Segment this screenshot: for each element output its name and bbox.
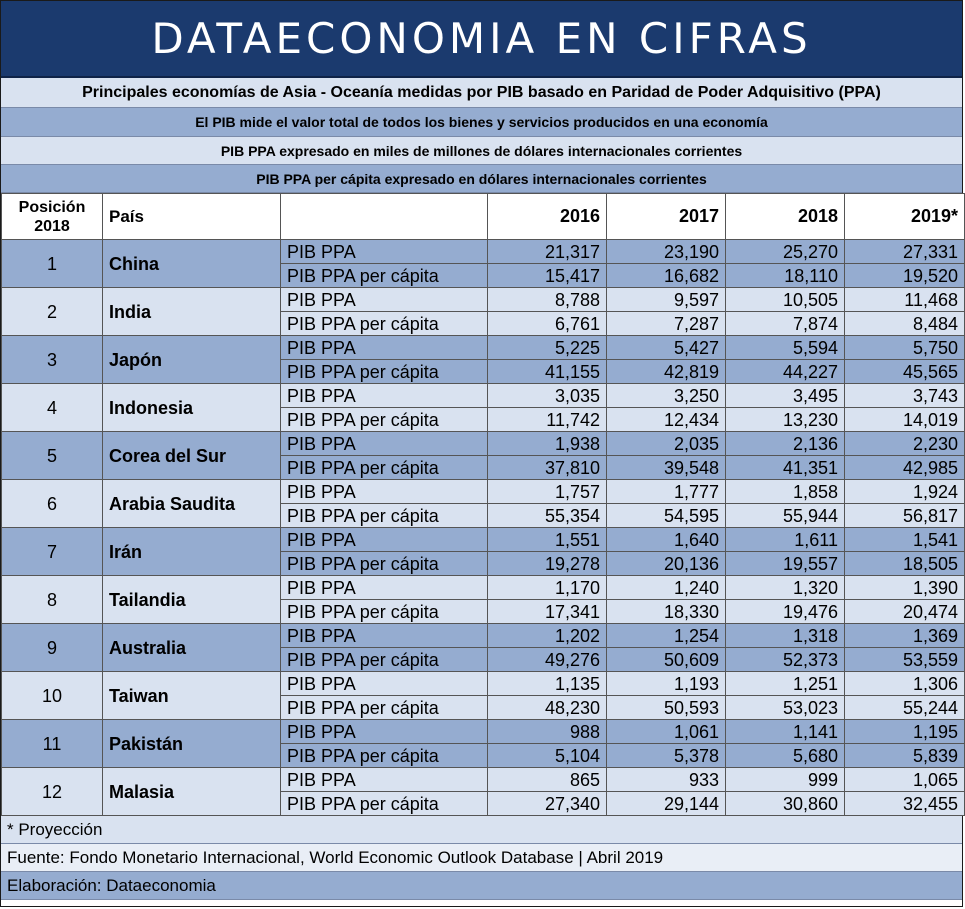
cell-value: 1,061 xyxy=(607,720,726,744)
cell-value: 1,541 xyxy=(845,528,965,552)
cell-value: 1,551 xyxy=(488,528,607,552)
header-year-2019: 2019* xyxy=(845,194,965,240)
cell-value: 52,373 xyxy=(726,648,845,672)
cell-value: 55,354 xyxy=(488,504,607,528)
cell-metric-label: PIB PPA per cápita xyxy=(281,792,488,816)
table-row xyxy=(2,576,965,600)
cell-metric-label: PIB PPA xyxy=(281,576,488,600)
cell-value: 18,330 xyxy=(607,600,726,624)
header-position-line2: 2018 xyxy=(34,217,70,235)
cell-metric-label: PIB PPA per cápita xyxy=(281,504,488,528)
cell-metric-label: PIB PPA xyxy=(281,432,488,456)
cell-value: 42,985 xyxy=(845,456,965,480)
cell-value: 1,369 xyxy=(845,624,965,648)
cell-metric-label: PIB PPA xyxy=(281,720,488,744)
credit-note: Elaboración: Dataeconomia xyxy=(1,872,962,900)
cell-value: 30,860 xyxy=(726,792,845,816)
cell-value: 17,341 xyxy=(488,600,607,624)
table-row xyxy=(2,384,965,408)
cell-value: 53,023 xyxy=(726,696,845,720)
cell-value: 2,035 xyxy=(607,432,726,456)
banner-title: DATAECONOMIA EN CIFRAS xyxy=(1,1,962,78)
cell-value: 988 xyxy=(488,720,607,744)
cell-value: 2,230 xyxy=(845,432,965,456)
cell-value: 20,136 xyxy=(607,552,726,576)
table-row xyxy=(2,288,965,312)
cell-country: Taiwan xyxy=(103,672,281,720)
cell-value: 3,250 xyxy=(607,384,726,408)
header-year-2017: 2017 xyxy=(607,194,726,240)
cell-value: 6,761 xyxy=(488,312,607,336)
cell-metric-label: PIB PPA xyxy=(281,624,488,648)
cell-value: 19,278 xyxy=(488,552,607,576)
cell-position: 3 xyxy=(2,336,103,384)
cell-metric-label: PIB PPA xyxy=(281,672,488,696)
cell-value: 865 xyxy=(488,768,607,792)
cell-value: 1,240 xyxy=(607,576,726,600)
cell-country: Arabia Saudita xyxy=(103,480,281,528)
table-body xyxy=(2,240,965,816)
cell-value: 1,611 xyxy=(726,528,845,552)
cell-value: 1,135 xyxy=(488,672,607,696)
cell-value: 1,924 xyxy=(845,480,965,504)
cell-value: 48,230 xyxy=(488,696,607,720)
cell-metric-label: PIB PPA xyxy=(281,480,488,504)
cell-value: 25,270 xyxy=(726,240,845,264)
cell-metric-label: PIB PPA per cápita xyxy=(281,744,488,768)
cell-value: 5,378 xyxy=(607,744,726,768)
cell-country: Tailandia xyxy=(103,576,281,624)
definition-note: El PIB mide el valor total de todos los bienes y servicios producidos en una economía xyxy=(1,108,962,137)
cell-value: 19,476 xyxy=(726,600,845,624)
footnote: * Proyección xyxy=(1,816,962,844)
cell-country: Japón xyxy=(103,336,281,384)
cell-value: 1,141 xyxy=(726,720,845,744)
cell-value: 10,505 xyxy=(726,288,845,312)
cell-value: 20,474 xyxy=(845,600,965,624)
cell-value: 8,788 xyxy=(488,288,607,312)
cell-value: 1,170 xyxy=(488,576,607,600)
cell-value: 999 xyxy=(726,768,845,792)
cell-value: 5,750 xyxy=(845,336,965,360)
cell-metric-label: PIB PPA per cápita xyxy=(281,456,488,480)
cell-value: 14,019 xyxy=(845,408,965,432)
header-position-line1: Posición xyxy=(18,198,86,216)
cell-value: 18,110 xyxy=(726,264,845,288)
cell-value: 44,227 xyxy=(726,360,845,384)
cell-value: 1,318 xyxy=(726,624,845,648)
cell-metric-label: PIB PPA xyxy=(281,528,488,552)
cell-position: 12 xyxy=(2,768,103,816)
cell-metric-label: PIB PPA per cápita xyxy=(281,600,488,624)
table-row xyxy=(2,336,965,360)
cell-value: 29,144 xyxy=(607,792,726,816)
cell-value: 1,777 xyxy=(607,480,726,504)
cell-value: 5,839 xyxy=(845,744,965,768)
cell-value: 32,455 xyxy=(845,792,965,816)
table-row xyxy=(2,768,965,792)
cell-position: 1 xyxy=(2,240,103,288)
cell-country: Malasia xyxy=(103,768,281,816)
cell-value: 1,757 xyxy=(488,480,607,504)
header-country: País xyxy=(103,194,281,240)
cell-position: 10 xyxy=(2,672,103,720)
cell-position: 7 xyxy=(2,528,103,576)
cell-metric-label: PIB PPA per cápita xyxy=(281,552,488,576)
table-row xyxy=(2,432,965,456)
cell-value: 1,065 xyxy=(845,768,965,792)
cell-position: 11 xyxy=(2,720,103,768)
source-note: Fuente: Fondo Monetario Internacional, World Economic Outlook Database | Abril 2019 xyxy=(1,844,962,872)
cell-value: 13,230 xyxy=(726,408,845,432)
cell-position: 8 xyxy=(2,576,103,624)
cell-value: 1,193 xyxy=(607,672,726,696)
cell-value: 11,742 xyxy=(488,408,607,432)
cell-value: 41,351 xyxy=(726,456,845,480)
cell-value: 1,390 xyxy=(845,576,965,600)
cell-metric-label: PIB PPA xyxy=(281,768,488,792)
cell-country: China xyxy=(103,240,281,288)
cell-value: 50,593 xyxy=(607,696,726,720)
cell-metric-label: PIB PPA xyxy=(281,240,488,264)
cell-value: 50,609 xyxy=(607,648,726,672)
cell-value: 1,202 xyxy=(488,624,607,648)
table-row xyxy=(2,672,965,696)
header-year-2016: 2016 xyxy=(488,194,607,240)
cell-value: 1,306 xyxy=(845,672,965,696)
cell-value: 12,434 xyxy=(607,408,726,432)
cell-value: 39,548 xyxy=(607,456,726,480)
cell-value: 56,817 xyxy=(845,504,965,528)
cell-value: 8,484 xyxy=(845,312,965,336)
cell-value: 41,155 xyxy=(488,360,607,384)
cell-value: 5,225 xyxy=(488,336,607,360)
cell-value: 27,331 xyxy=(845,240,965,264)
cell-value: 21,317 xyxy=(488,240,607,264)
cell-value: 1,195 xyxy=(845,720,965,744)
header-position xyxy=(2,194,103,240)
cell-value: 27,340 xyxy=(488,792,607,816)
cell-metric-label: PIB PPA per cápita xyxy=(281,696,488,720)
cell-metric-label: PIB PPA xyxy=(281,288,488,312)
cell-country: Irán xyxy=(103,528,281,576)
cell-metric-label: PIB PPA xyxy=(281,384,488,408)
cell-value: 54,595 xyxy=(607,504,726,528)
table-row xyxy=(2,480,965,504)
cell-metric-label: PIB PPA per cápita xyxy=(281,408,488,432)
cell-value: 933 xyxy=(607,768,726,792)
cell-value: 5,427 xyxy=(607,336,726,360)
cell-metric-label: PIB PPA per cápita xyxy=(281,648,488,672)
units-note-per-capita: PIB PPA per cápita expresado en dólares internacionales corrientes xyxy=(1,165,962,193)
cell-value: 3,035 xyxy=(488,384,607,408)
cell-country: India xyxy=(103,288,281,336)
cell-value: 16,682 xyxy=(607,264,726,288)
cell-value: 42,819 xyxy=(607,360,726,384)
cell-value: 1,858 xyxy=(726,480,845,504)
cell-country: Indonesia xyxy=(103,384,281,432)
units-note-ppa: PIB PPA expresado en miles de millones de dólares internacionales corrientes xyxy=(1,137,962,165)
cell-value: 18,505 xyxy=(845,552,965,576)
cell-value: 1,254 xyxy=(607,624,726,648)
cell-value: 7,874 xyxy=(726,312,845,336)
cell-value: 45,565 xyxy=(845,360,965,384)
header-metric xyxy=(281,194,488,240)
cell-value: 11,468 xyxy=(845,288,965,312)
table-row xyxy=(2,240,965,264)
cell-value: 19,520 xyxy=(845,264,965,288)
cell-value: 23,190 xyxy=(607,240,726,264)
table-row xyxy=(2,720,965,744)
cell-value: 5,680 xyxy=(726,744,845,768)
cell-value: 5,594 xyxy=(726,336,845,360)
data-table xyxy=(1,193,965,816)
cell-value: 49,276 xyxy=(488,648,607,672)
cell-metric-label: PIB PPA per cápita xyxy=(281,312,488,336)
table-row xyxy=(2,624,965,648)
cell-value: 5,104 xyxy=(488,744,607,768)
cell-value: 19,557 xyxy=(726,552,845,576)
cell-country: Pakistán xyxy=(103,720,281,768)
cell-metric-label: PIB PPA xyxy=(281,336,488,360)
cell-country: Corea del Sur xyxy=(103,432,281,480)
cell-value: 55,244 xyxy=(845,696,965,720)
cell-position: 6 xyxy=(2,480,103,528)
cell-value: 2,136 xyxy=(726,432,845,456)
cell-value: 9,597 xyxy=(607,288,726,312)
cell-position: 2 xyxy=(2,288,103,336)
cell-value: 1,251 xyxy=(726,672,845,696)
cell-metric-label: PIB PPA per cápita xyxy=(281,264,488,288)
cell-country: Australia xyxy=(103,624,281,672)
cell-value: 37,810 xyxy=(488,456,607,480)
subtitle: Principales economías de Asia - Oceanía medidas por PIB basado en Paridad de Poder Adquisitivo (PPA) xyxy=(1,78,962,108)
cell-position: 9 xyxy=(2,624,103,672)
cell-value: 3,743 xyxy=(845,384,965,408)
cell-value: 1,938 xyxy=(488,432,607,456)
cell-position: 4 xyxy=(2,384,103,432)
header-year-2018: 2018 xyxy=(726,194,845,240)
table-row xyxy=(2,528,965,552)
cell-value: 53,559 xyxy=(845,648,965,672)
cell-value: 1,640 xyxy=(607,528,726,552)
cell-position: 5 xyxy=(2,432,103,480)
cell-metric-label: PIB PPA per cápita xyxy=(281,360,488,384)
cell-value: 7,287 xyxy=(607,312,726,336)
cell-value: 55,944 xyxy=(726,504,845,528)
cell-value: 15,417 xyxy=(488,264,607,288)
cell-value: 1,320 xyxy=(726,576,845,600)
cell-value: 3,495 xyxy=(726,384,845,408)
